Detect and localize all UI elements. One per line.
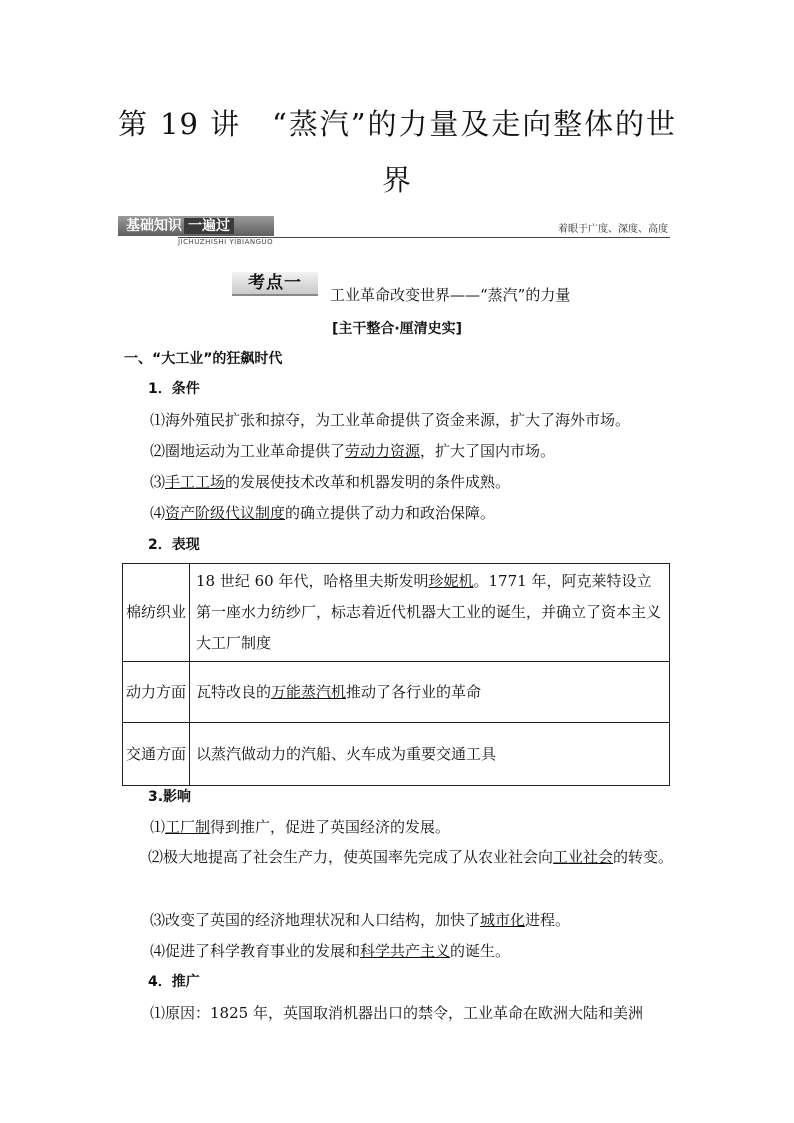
table-value-cell: 瓦特改良的万能蒸汽机推动了各行业的革命 xyxy=(190,662,670,723)
kaodian-tag: 考点一 xyxy=(232,272,318,296)
table-key-cell: 动力方面 xyxy=(123,662,190,723)
banner-tab xyxy=(118,216,274,236)
condition-item: ⑴海外殖民扩张和掠夺，为工业革命提供了资金来源，扩大了海外市场。 xyxy=(150,411,631,429)
impact-heading: 3.影响 xyxy=(148,789,192,805)
banner-pinyin: JICHUZHISHI YIBIANGUO xyxy=(178,238,274,246)
table-row xyxy=(123,662,670,723)
section-subtitle: [主干整合·厘清史实] xyxy=(331,321,463,337)
banner-tagline: 着眼于广度、深度、高度 xyxy=(558,224,668,235)
conditions-heading: 1．条件 xyxy=(148,381,200,397)
banner-label-tail: 一遍过 xyxy=(184,218,234,234)
kaodian-title: 工业革命改变世界——“蒸汽”的力量 xyxy=(330,286,571,304)
condition-item: ⑶手工工场的发展使技术改革和机器发明的条件成熟。 xyxy=(150,473,511,491)
table-row xyxy=(123,723,670,786)
table-value-cell: 以蒸汽做动力的汽船、火车成为重要交通工具 xyxy=(190,723,670,786)
impact-item: ⑴工厂制得到推广，促进了英国经济的发展。 xyxy=(150,818,451,836)
condition-item: ⑷资产阶级代议制度的确立提供了动力和政治保障。 xyxy=(150,504,496,522)
spread-item: ⑴原因：1825 年，英国取消机器出口的禁令，工业革命在欧洲大陆和美洲 xyxy=(150,1004,643,1022)
table-key-cell: 交通方面 xyxy=(123,723,190,786)
table-key-cell: 棉纺织业 xyxy=(123,564,190,662)
section-banner xyxy=(118,216,670,246)
page-title: 第 19 讲 “蒸汽”的力量及走向整体的世界 xyxy=(118,107,676,197)
performance-table xyxy=(122,563,670,786)
table-value-cell: 18 世纪 60 年代，哈格里夫斯发明珍妮机。1771 年，阿克莱特设立第一座水力纺纱厂，标志着近代机器大工业的诞生，并确立了资本主义大工厂制度 xyxy=(190,564,670,662)
table-row xyxy=(123,564,670,662)
impact-item: ⑶改变了英国的经济地理状况和人口结构，加快了城市化进程。 xyxy=(150,911,571,929)
impact-item: ⑵极大地提高了社会生产力，使英国率先完成了从农业社会向工业社会的转变。 xyxy=(148,848,674,866)
banner-label: 基础知识 xyxy=(126,218,182,234)
impact-item: ⑷促进了科学教育事业的发展和科学共产主义的诞生。 xyxy=(150,942,511,960)
condition-item: ⑵圈地运动为工业革命提供了劳动力资源，扩大了国内市场。 xyxy=(150,442,556,460)
section-heading: 一、“大工业”的狂飙时代 xyxy=(124,351,283,367)
performance-heading: 2．表现 xyxy=(148,537,200,553)
spread-heading: 4．推广 xyxy=(148,974,200,990)
